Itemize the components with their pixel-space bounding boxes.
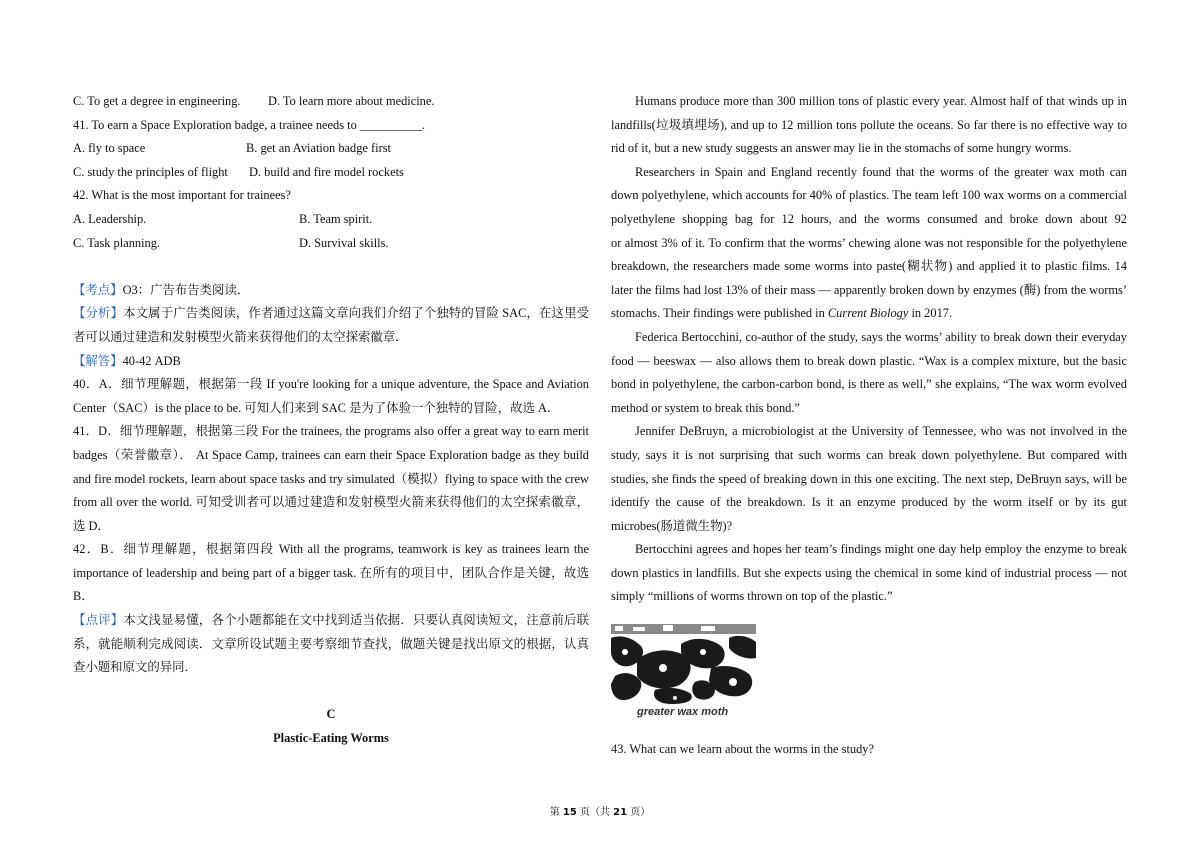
p4-line-3: studies, she finds the speed of breaking down in this one exciting. The next step, DeBruyn says, will be <box>611 471 1127 486</box>
wax-moth-image <box>611 624 756 704</box>
footer-page-total: 21 <box>613 807 628 818</box>
answer-42-line-1: 42．B．细节理解题，根据第四段 With all the programs, teamwork is key as trainees learn the <box>73 542 589 557</box>
p5-line-3: simply “millions of worms thrown on top of the plastic.” <box>611 589 893 604</box>
jieda-line <box>73 350 589 374</box>
q40-options-cd <box>73 90 589 114</box>
kaodian-tag: 【考点】 <box>73 282 123 297</box>
footer-post: 页） <box>627 807 651 818</box>
page-footer <box>0 803 1200 818</box>
q41-option-d: D. build and fire model rockets <box>249 164 404 179</box>
p4-line-1: Jennifer DeBruyn, a microbiologist at the University of Tennessee, who was not involved in the <box>635 424 1127 439</box>
p2-line-7 <box>611 302 1127 326</box>
answer-41-line-1: 41．D．细节理解题，根据第三段 For the trainees, the programs also offer a great way to earn merit <box>73 424 589 439</box>
dianping-line-2: 系，就能顺利完成阅读．文章所设试题主要考察细节查找，做题关键是找出原文的根据，认真 <box>73 636 589 651</box>
p4-line-5: microbes(肠道微生物)? <box>611 518 733 533</box>
q42-options-cd <box>73 232 589 256</box>
answer-42-line-3: B． <box>73 589 94 604</box>
p2-line-5: breakdown, the researchers made some worms into paste(糊状物) and applied it to plastic films. 14 <box>611 259 1127 274</box>
fenxi-line-1 <box>73 302 589 326</box>
answer-41-line-3: and fire model rockets, learn about space tasks and try simulated（模拟）flying to space with the crew <box>73 471 589 486</box>
p2-line-4: or almost 3% of it. To confirm that the worms’ chewing alone was not responsible for the polyethylene <box>611 235 1127 250</box>
footer-mid: 页（共 <box>576 807 614 818</box>
p2-line-2: down polyethylene, which accounts for 40% of plastics. The team left 100 wax worms on a commercial <box>611 188 1127 203</box>
section-letter: C <box>326 707 336 722</box>
p3-line-1: Federica Bertocchini, co-author of the study, says the worms’ ability to break down their everyday <box>635 329 1127 344</box>
answer-41-line-2: badges（荣誉徽章）． At Space Camp, trainees can earn their Space Exploration badge as they build <box>73 447 589 462</box>
answer-41-line-4: from all over the world. 可知受训者可以通过建造和发射模型火箭来获得他们的太空探索徽章， <box>73 495 589 510</box>
q41-option-c: C. study the principles of flight <box>73 164 228 179</box>
q42-option-b: B. Team spirit. <box>299 211 373 226</box>
q40-option-c: C. To get a degree in engineering. <box>73 94 241 108</box>
answer-41-line-5: 选 D． <box>73 518 110 533</box>
kaodian-line <box>73 279 589 303</box>
kaodian-text: O3：广告布告类阅读． <box>122 282 250 297</box>
q42-options-ab <box>73 208 589 232</box>
passage-title: Plastic-Eating Worms <box>273 731 389 746</box>
q42-option-a: A. Leadership. <box>73 211 147 226</box>
p2-line-3: polyethylene shopping bag for 12 hours, and the worms consumed and broke down about 92 <box>611 211 1127 226</box>
wax-moth-figure <box>611 624 756 718</box>
q41-stem: 41. To earn a Space Exploration badge, a trainee needs to __________. <box>73 117 425 132</box>
dianping-line-1 <box>73 609 589 633</box>
q41-options-cd <box>73 161 589 185</box>
figure-caption: greater wax moth <box>637 706 729 718</box>
journal-name: Current Biology <box>827 306 909 321</box>
p2-line-6: later the films had lost 13% of their mass — apparently broken down by enzymes (酶) from the worms’ <box>611 282 1127 297</box>
p1-line-2: landfills(垃圾填埋场), and up to 12 million tons pollute the oceans. So far there is no effective way to <box>611 117 1127 132</box>
fenxi-text-1: 本文属于广告类阅读，作者通过这篇文章向我们介绍了个独特的冒险 SAC，在这里受 <box>123 306 589 321</box>
p2-line-7-a: stomachs. Their findings were published in <box>611 306 828 321</box>
dianping-tag: 【点评】 <box>73 613 124 628</box>
jieda-text: 40-42 ADB <box>122 353 181 368</box>
q42-option-c: C. Task planning. <box>73 235 161 250</box>
p2-line-1: Researchers in Spain and England recently found that the worms of the greater wax moth can <box>635 164 1127 179</box>
q41-option-a: A. fly to space <box>73 141 146 156</box>
answer-40-line-2: Center（SAC）is the place to be. 可知人们来到 SAC 是为了体验一个独特的冒险，故选 A． <box>73 400 560 415</box>
jieda-tag: 【解答】 <box>73 353 123 368</box>
fenxi-line-2: 者可以通过建造和发射模型火箭来获得他们的太空探索徽章． <box>73 329 408 344</box>
p3-line-3: bond in polyethylene, the carbon-carbon bond, is there as well,” she explains, “The wax worm evolved <box>611 377 1127 392</box>
q40-option-d: D. To learn more about medicine. <box>268 94 435 108</box>
dianping-text-1: 本文浅显易懂，各个小题都能在文中找到适当依据．只要认真阅读短文，注意前后联 <box>123 613 589 628</box>
p4-line-4: identify the cause of the breakdown. Is it an enzyme produced by the worm itself or by its gut <box>611 495 1127 510</box>
p5-line-1: Bertocchini agrees and hopes her team’s findings might one day help employ the enzyme to break <box>635 542 1127 557</box>
q42-option-d: D. Survival skills. <box>299 235 389 250</box>
p2-line-7-c: in 2017. <box>908 306 953 321</box>
answer-40-line-1: 40．A．细节理解题，根据第一段 If you're looking for a unique adventure, the Space and Aviation <box>73 377 589 392</box>
left-column <box>73 90 589 751</box>
q43-stem: 43. What can we learn about the worms in the study? <box>611 742 874 756</box>
q41-option-b: B. get an Aviation badge first <box>246 141 391 156</box>
dianping-line-3: 查小题和原文的异同． <box>73 660 197 675</box>
q41-options-ab <box>73 137 589 161</box>
footer-pre: 第 <box>549 807 563 818</box>
q42-stem: 42. What is the most important for trainees? <box>73 188 291 203</box>
p5-line-2: down plastics in landfills. But she expects using the chemical in some kind of industrial process — not <box>611 565 1127 580</box>
p1-line-1: Humans produce more than 300 million tons of plastic every year. Almost half of that winds up in <box>635 94 1127 108</box>
right-column <box>611 90 1127 609</box>
p3-line-4: method or system to break this bond.” <box>611 400 800 415</box>
p3-line-2: food — beeswax — also allows them to break down plastic. “Wax is a complex mixture, but the basic <box>611 353 1127 368</box>
footer-page-number: 15 <box>562 807 577 818</box>
p4-line-2: study, says it is not surprising that such worms can break down polyethylene. But compared with <box>611 447 1127 462</box>
fenxi-tag: 【分析】 <box>73 306 124 321</box>
answer-42-line-2: importance of leadership and being part of a bigger task. 在所有的项目中，团队合作是关键，故选 <box>73 565 589 580</box>
p1-line-3: rid of it, but a new study suggests an answer may lie in the stomachs of some hungry worms. <box>611 141 1072 156</box>
